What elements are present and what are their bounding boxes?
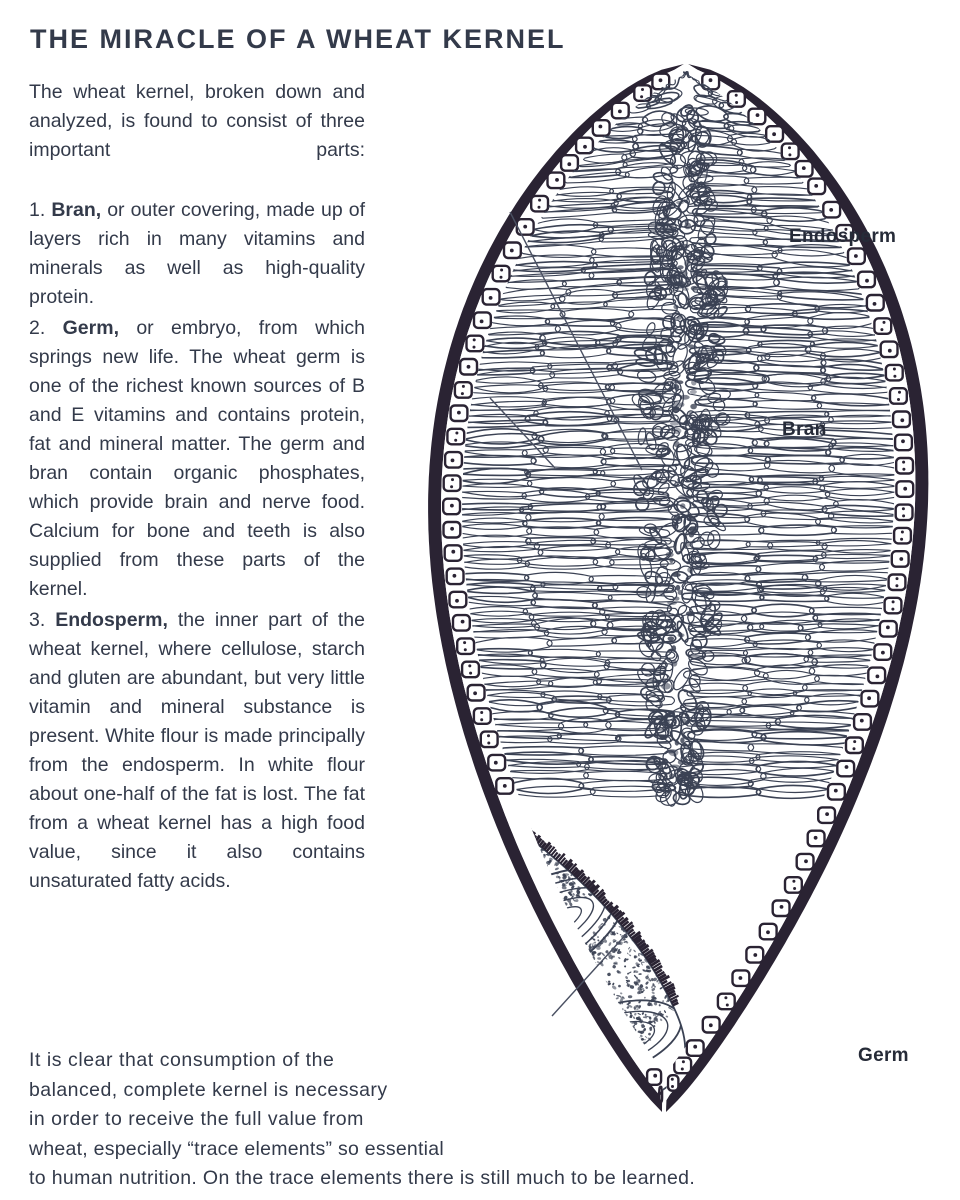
page-title: THE MIRACLE OF A WHEAT KERNEL (30, 24, 566, 54)
item-number-1: 1. (29, 199, 46, 221)
item-text-endosperm: the inner part of the wheat kernel, where cellulose, starch and gluten are abundant, but very little vitamin and mineral substance is present. White flour is made principally from the endosperm. In white flour about one-half of the fat is lost. The fat from a wheat kernel has a high food value, since it also contains unsaturated fatty acids. (29, 609, 365, 892)
kernel-svg (380, 40, 960, 1140)
paragraph-bran (29, 196, 365, 312)
closing-line-4: wheat, especially “trace elements” so essential (29, 1137, 444, 1160)
item-term-endosperm: Endosperm, (55, 609, 168, 631)
closing-line-1: It is clear that consumption of the (29, 1049, 335, 1071)
item-term-germ: Germ, (62, 317, 119, 339)
item-text-germ: or embryo, from which springs new life. The wheat germ is one of the richest known sources of B and E vitamins and contains protein, fat and mineral matter. The germ and bran contain organic phosphates, which provide brain and nerve food. Calcium for bone and teeth is also supplied from these parts of the kernel. (29, 317, 366, 600)
label-bran: Bran (782, 419, 827, 440)
closing-line-2: balanced, complete kernel is necessary (29, 1078, 388, 1101)
paragraph-intro: The wheat kernel, broken down and analyzed, is found to consist of three important parts: (29, 81, 365, 161)
label-endosperm: Endosperm (789, 226, 897, 247)
item-number-3: 3. (29, 609, 46, 631)
paragraph-endosperm (29, 606, 365, 896)
article-column (29, 78, 365, 896)
item-term-bran: Bran, (51, 199, 102, 221)
paragraph-germ (29, 314, 365, 604)
closing-line-5: to human nutrition. On the trace elements there is still much to be learned. (29, 1167, 696, 1189)
item-text-bran: or outer covering, made up of layers rich in many vitamins and minerals as well as high-quality protein. (29, 199, 366, 308)
wheat-kernel-diagram (380, 40, 960, 1140)
label-germ: Germ (858, 1045, 909, 1066)
closing-line-3: in order to receive the full value from (29, 1108, 364, 1130)
item-number-2: 2. (29, 317, 46, 339)
